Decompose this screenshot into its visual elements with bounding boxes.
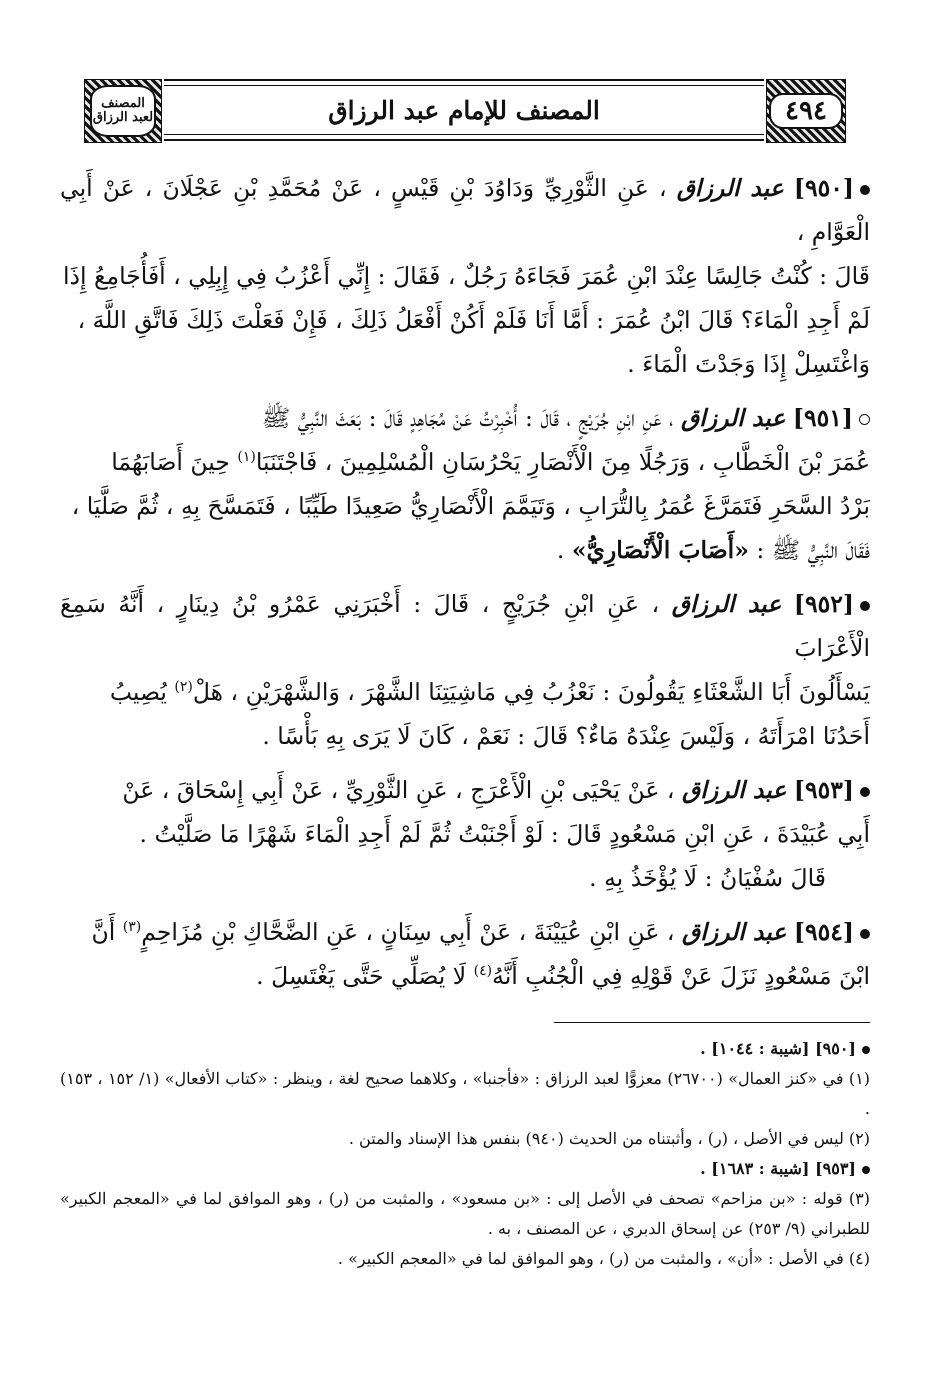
- hadith-954: [60, 910, 870, 998]
- author-name: عبد الرزاق: [681, 918, 787, 946]
- hadith-line: [60, 670, 870, 714]
- bullet-icon: [860, 185, 870, 195]
- hadith-number: [٩٥٣]: [793, 776, 854, 804]
- author-name: عبد الرزاق: [681, 776, 787, 804]
- bullet-icon: [862, 1166, 870, 1174]
- hadith-line: [60, 582, 870, 670]
- logo-box: [84, 79, 162, 143]
- hadith-text: حِينَ أَصَابَهُمَا: [111, 448, 230, 476]
- circle-icon: [859, 414, 870, 425]
- footnote-separator: [554, 1022, 870, 1023]
- page-number-box: [766, 79, 846, 143]
- hadith-number: [٩٥٠]: [793, 174, 854, 202]
- hadith-text: عُمَرَ بْنَ الْخَطَّابِ ، وَرَجُلًا مِنَ الْأَنْصَارِ يَحْرُسَانِ الْمُسْلِمِينَ ، فَاجْتَنَبَا: [255, 448, 870, 476]
- logo-line-1: المصنف: [101, 96, 145, 112]
- hadith-line: قَالَ سُفْيَانُ : لَا يُؤْخَذُ بِهِ .: [589, 864, 826, 892]
- logo-line-2: لعبد الرزاق: [92, 110, 154, 125]
- bullet-icon: [860, 929, 870, 939]
- hadith-line: [60, 910, 870, 954]
- hadith-line: لَمْ أَجِدِ الْمَاءَ؟ قَالَ ابْنُ عُمَرَ : أَمَّا أَنَا فَلَمْ أَكُنْ أَفْعَلُ ذَلِكَ ، فَإِنْ فَعَلْتَ ذَلِكَ فَاتَّقِ اللَّهَ ،: [77, 306, 870, 334]
- hadith-line: [60, 528, 870, 572]
- hadith-line: [60, 954, 870, 998]
- page-number: ٤٩٤: [769, 93, 843, 130]
- footnote-marker: (٤): [473, 963, 493, 980]
- hadith-953: [60, 768, 870, 900]
- footnote: (٢) ليس في الأصل ، (ر) ، وأثبتناه من الحديث (٩٤٠) بنفس هذا الإسناد والمتن .: [348, 1129, 870, 1148]
- running-title-band: [164, 79, 764, 141]
- footnote-marker: (٢): [174, 679, 193, 696]
- bullet-icon: [860, 601, 870, 611]
- hadith-950: [60, 166, 870, 386]
- bullet-icon: [862, 1046, 870, 1054]
- page-number-frame: [772, 85, 840, 137]
- page-header: [84, 79, 846, 141]
- hadith-text: فَقَالَ النَّبِيُّ ﷺ :: [756, 536, 870, 564]
- footnote: (٣) قوله : «بن مزاحم» تصحف في الأصل إلى : «بن مسعود» ، والمثبت من (ر) ، وهو الموافق لما في «المعجم الكبير» للطبراني (٩/ ٢٥٣) عن إسحاق الدبري ، عن المصنف ، به .: [60, 1189, 870, 1238]
- hadith-952: [60, 582, 870, 758]
- hadith-text: يُصِيبُ: [109, 678, 167, 706]
- hadith-text: يَسْأَلُونَ أَبَا الشَّعْثَاءِ يَقُولُونَ : نَعْزُبُ فِي مَاشِيَتِنَا الشَّهْرَ ، وَالشَّهْرَيْنِ ، هَلْ: [192, 678, 870, 706]
- footnote: (١) في «كنز العمال» (٢٦٧٠٠) معزوًّا لعبد الرزاق : «فأجنبا» ، وكلاهما صحيح لغة ، وينظر : «كتاب الأفعال» (١/ ١٥٢ ، ١٥٣) .: [60, 1069, 870, 1118]
- footnote-ref: [60, 1034, 870, 1064]
- hadith-line: قَالَ : كُنْتُ جَالِسًا عِنْدَ ابْنِ عُمَرَ فَجَاءَهُ رَجُلٌ ، فَقَالَ : إِنِّي أَعْزُبُ فِي إِبِلِي ، أَفَأُجَامِعُ إِذَا: [63, 262, 870, 290]
- hadith-line: [60, 166, 870, 254]
- author-name: عبد الرزاق: [676, 174, 784, 202]
- footnotes: [60, 1034, 870, 1274]
- hadith-line: [60, 440, 870, 484]
- hadith-number: [٩٥١]: [792, 404, 853, 432]
- main-text: [60, 166, 870, 1008]
- hadith-number: [٩٥٤]: [793, 918, 854, 946]
- footnote-marker: (١): [237, 449, 256, 466]
- author-name: عبد الرزاق: [671, 590, 782, 618]
- hadith-text: أَنَّ: [91, 918, 116, 946]
- hadith-line: وَاغْتَسِلْ إِذَا وَجَدْتَ الْمَاءَ .: [627, 350, 870, 378]
- prophet-quote: «أَصَابَ الْأَنْصَارِيُّ»: [571, 536, 749, 564]
- hadith-line: [60, 768, 870, 812]
- footnote-ref-text: [٩٥٠] [شيبة : ١٠٤٤] .: [700, 1039, 856, 1058]
- footnote-ref: [60, 1154, 870, 1184]
- hadith-text: .: [556, 536, 565, 564]
- hadith-line: أَحَدُنَا امْرَأَتَهُ ، وَلَيْسَ عِنْدَهُ مَاءٌ؟ قَالَ : نَعَمْ ، كَانَ لَا يَرَى بِهِ بَأْسًا .: [262, 722, 870, 750]
- footnote: (٤) في الأصل : «أن» ، والمثبت من (ر) ، وهو الموافق لما في «المعجم الكبير» .: [337, 1249, 870, 1268]
- logo-emblem: [90, 85, 156, 137]
- logo-text: [93, 97, 153, 124]
- hadith-text: ، عَنِ الثَّوْرِيِّ وَدَاوُدَ بْنِ قَيْسٍ ، عَنْ مُحَمَّدِ بْنِ عَجْلَانَ ، عَنْ أَبِي الْعَوَّامِ ،: [60, 174, 870, 246]
- hadith-text: ، عَنِ ابْنِ جُرَيْجٍ ، قَالَ : أُخْبِرْتُ عَنْ مُجَاهِدٍ قَالَ : بَعَثَ النَّبِيُّ ﷺ: [261, 404, 674, 432]
- hadith-text: ، عَنِ ابْنِ جُرَيْجٍ ، قَالَ : أَخْبَرَنِي عَمْرُو بْنُ دِينَارٍ ، أَنَّهُ سَمِعَ الْأَعْرَابَ: [60, 590, 870, 662]
- author-name: عبد الرزاق: [680, 404, 786, 432]
- hadith-text: لَا يُصَلِّي حَتَّى يَغْتَسِلَ .: [256, 962, 467, 990]
- hadith-line: أَبِي عُبَيْدَةَ ، عَنِ ابْنِ مَسْعُودٍ قَالَ : لَوْ أَجْنَبْتُ ثُمَّ لَمْ أَجِدِ الْمَاءَ شَهْرًا مَا صَلَّيْتُ .: [139, 820, 870, 848]
- hadith-text: ابْنَ مَسْعُودٍ نَزَلَ عَنْ قَوْلِهِ فِي الْجُنُبِ أَنَّهُ: [492, 962, 870, 990]
- footnote-ref-text: [٩٥٣] [شيبة : ١٦٨٣] .: [700, 1159, 856, 1178]
- hadith-text: ، عَنِ ابْنِ عُيَيْنَةَ ، عَنْ أَبِي سِنَانٍ ، عَنِ الضَّحَّاكِ بْنِ مُزَاحِمٍ: [141, 918, 675, 946]
- hadith-951: [60, 396, 870, 572]
- bullet-icon: [860, 787, 870, 797]
- hadith-number: [٩٥٢]: [793, 590, 854, 618]
- hadith-text: ، عَنْ يَحْيَى بْنِ الْأَعْرَجِ ، عَنِ الثَّوْرِيِّ ، عَنْ أَبِي إِسْحَاقَ ، عَنْ: [122, 776, 675, 804]
- hadith-line: [60, 396, 870, 440]
- running-title: المصنف للإمام عبد الرزاق: [328, 95, 600, 125]
- footnote-marker: (٣): [122, 919, 142, 936]
- hadith-line: بَرْدُ السَّحَرِ فَتَمَرَّغَ عُمَرُ بِالتُّرَابِ ، وَتَيَمَّمَ الْأَنْصَارِيُّ صَعِيدًا طَيِّبًا ، فَتَمَسَّحَ بِهِ ، ثُمَّ صَلَّيَا ،: [71, 492, 870, 520]
